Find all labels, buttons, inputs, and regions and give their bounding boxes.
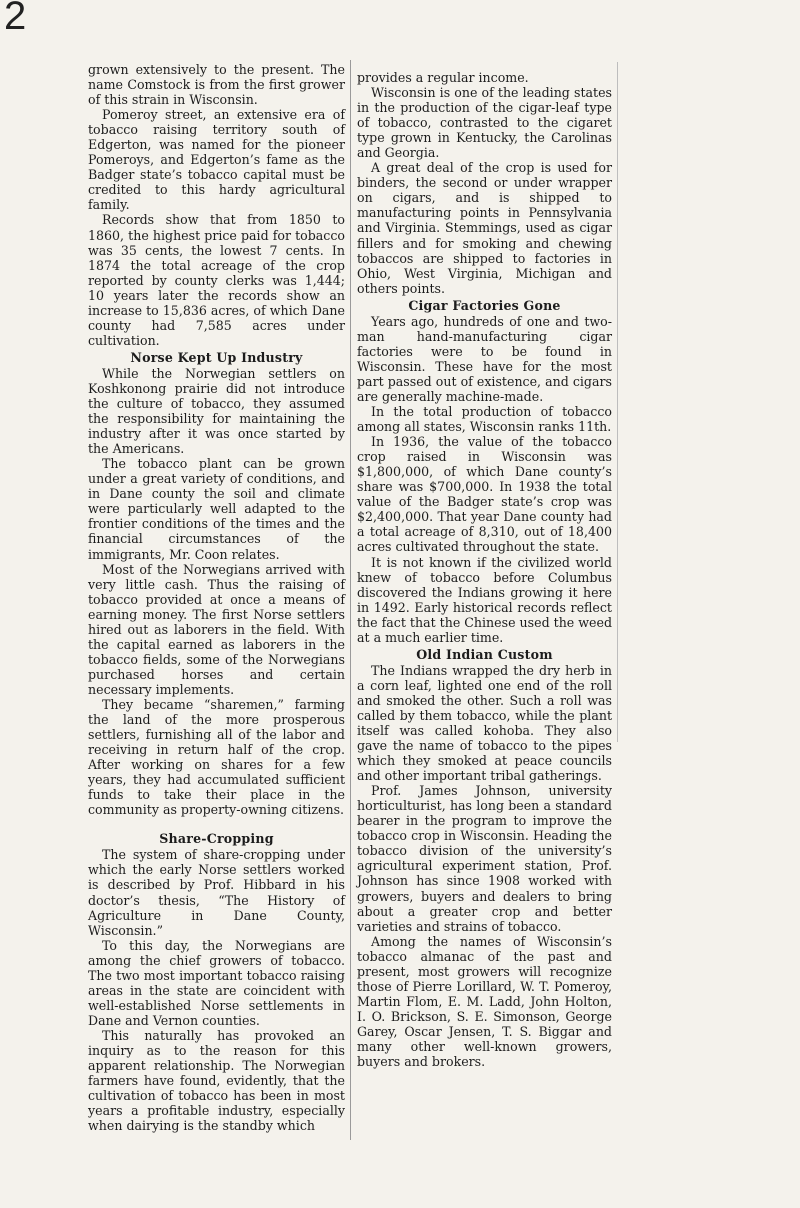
paragraph: They became “sharemen,” farming the land of the more prosperous settlers, furnishing all of the labor and receiving in return half of the crop. After working on shares for a few years, they had accumulated sufficient funds to take their place in the community as property-owning citizens.	[88, 696, 345, 818]
paragraph: While the Norwegian settlers on Koshkonong prairie did not introduce the culture of tobacco, they assumed the responsibility for maintaining the industry after it was once started by the Americans.	[88, 365, 345, 457]
subheading-cigar-factories-gone: Cigar Factories Gone	[408, 297, 561, 313]
paragraph: grown extensively to the present. The name Comstock is from the first grower of this strain in Wisconsin.	[88, 62, 345, 108]
column-divider	[350, 60, 351, 1140]
page-number: 2	[4, 0, 27, 38]
paragraph: In the total production of tobacco among all states, Wisconsin ranks 11th.	[357, 404, 612, 435]
paragraph: Most of the Norwegians arrived with very little cash. Thus the raising of tobacco provided at once a means of earning money. The first Norse settlers hired out as laborers in the field. With the capital earned as laborers in the tobacco fields, some of the Norwegians purchased horses and certain necessary implements.	[88, 561, 345, 697]
paragraph: The tobacco plant can be grown under a great variety of conditions, and in Dane county the soil and climate were particularly well adapted to the frontier conditions of the times and the financial circumstances of the immigrants, Mr. Coon relates.	[88, 456, 345, 562]
subheading-share-cropping: Share-Cropping	[159, 831, 274, 847]
paragraph: In 1936, the value of the tobacco crop raised in Wisconsin was $1,800,000, of which Dane county’s share was $700,000. In 1938 the total value of the Badger state’s crop was $2,400,000. That year Dane county had a total acreage of 8,310, out of 18,400 acres cultivated throughout the state.	[357, 434, 612, 555]
paragraph: Wisconsin is one of the leading states in the production of the cigar-leaf type of tobacco, contrasted to the cigaret type grown in Kentucky, the Carolinas and Georgia.	[357, 85, 612, 161]
subheading-norse-kept-up-industry: Norse Kept Up Industry	[130, 349, 303, 365]
paragraph: Prof. James Johnson, university horticulturist, has long been a standard bearer in the program to improve the tobacco crop in Wisconsin. Heading the tobacco division of the university’s agricultural experiment station, Prof. Johnson has since 1908 worked with growers, buyers and dealers to bring about a greater crop and better varieties and strains of tobacco.	[357, 783, 612, 934]
paragraph: Records show that from 1850 to 1860, the highest price paid for tobacco was 35 cents, the lowest 7 cents. In 1874 the total acreage of the crop reported by county clerks was 1,444; 10 years later the records show an increase to 15,836 acres, of which Dane county had 7,585 acres under cultivation.	[88, 212, 345, 348]
paragraph: The Indians wrapped the dry herb in a corn leaf, lighted one end of the roll and smoked the other. Such a roll was called by them tobacco, while the plant itself was called kohoba. They also gave the name of tobacco to the pipes which they smoked at peace councils and other important tribal gatherings.	[357, 662, 612, 784]
paragraph: This naturally has provoked an inquiry as to the reason for this apparent relationship. The Norwegian farmers have found, evidently, that the cultivation of tobacco has been in most years a profitable industry, especially when dairying is the standby which	[88, 1027, 345, 1134]
right-margin-rule	[617, 62, 618, 742]
paragraph: To this day, the Norwegians are among the chief growers of tobacco. The two most important tobacco raising areas in the state are coincident with well-established Norse settlements in Dane and Vernon counties.	[88, 937, 345, 1028]
paragraph: It is not known if the civilized world knew of tobacco before Columbus discovered the Indians growing it here in 1492. Early historical records reflect the fact that the Chinese used the weed at a much earlier time.	[357, 554, 613, 645]
article-column-right	[357, 70, 612, 1069]
paragraph: provides a regular income.	[357, 70, 529, 85]
paragraph: The system of share-cropping under which the early Norse settlers worked is described by Prof. Hibbard in his doctor’s thesis, “The History of Agriculture in Dane County, Wisconsin.”	[88, 847, 345, 938]
paragraph: Years ago, hundreds of one and two-man hand-manufacturing cigar factories were to be found in Wisconsin. These have for the most part passed out of existence, and cigars are generally machine-made.	[357, 313, 612, 404]
article-column-left	[88, 62, 345, 1133]
paragraph: Among the names of Wisconsin’s tobacco almanac of the past and present, most growers will recognize those of Pierre Lorillard, W. T. Pomeroy, Martin Flom, E. M. Ladd, John Holton, I. O. Brickson, S. E. Simonson, George Garey, Oscar Jensen, T. S. Biggar and many other well-known growers, buyers and brokers.	[357, 933, 612, 1070]
paragraph: A great deal of the crop is used for binders, the second or under wrapper on cigars, and is shipped to manufacturing points in Pennsylvania and Virginia. Stemmings, used as cigar fillers and for smoking and chewing tobaccos are shipped to factories in Ohio, West Virginia, Michigan and others points.	[357, 160, 612, 296]
subheading-old-indian-custom: Old Indian Custom	[416, 646, 553, 662]
paragraph: Pomeroy street, an extensive era of tobacco raising territory south of Edgerton, was named for the pioneer Pomeroys, and Edgerton’s fame as the Badger state’s tobacco capital must be credited to this hardy agricultural family.	[88, 107, 345, 213]
